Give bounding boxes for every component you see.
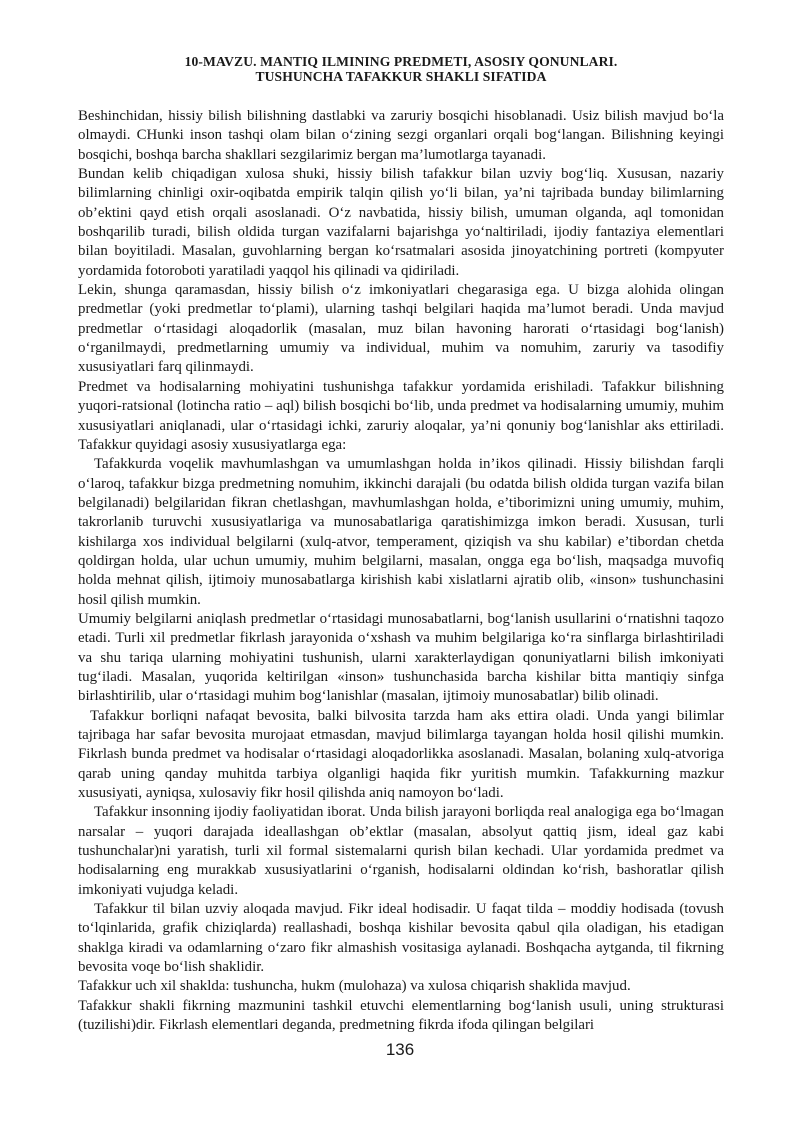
paragraph: Tafakkur insonning ijodiy faoliyatidan iborat. Unda bilish jarayoni borliqda real analogiga ega bo‘lmagan narsalar – yuqori darajada ideallashgan ob’ektlar (masalan, absolyut qattiq jism, ideal gaz kabi tushunchalar)ni yaratish, turli xil formal sistemalarni qurish bilan kechadi. Ular yordamida predmet va hodisalarning eng murakkab xususiyatlarini o‘rganish, hodisalarni oldindan ko‘rish, bashoratlar qilish imkoniyati vujudga keladi. [78,804,724,898]
paragraph: Tafakkurda voqelik mavhumlashgan va umumlashgan holda in’ikos qilinadi. Hissiy bilishdan farqli o‘laroq, tafakkur bizga predmetning nomuhim, ikkinchi darajali (bu odatda bilish oldida turgan vazifa bilan belgilanadi) belgilaridan fikran chetlashgan, mavhumlashgan holda, e’tiborimizni uning umumiy, muhim, takrorlanib turuvchi xususiyatlariga va munosabatlariga qaratishimizga imkon beradi. Xususan, turli kishilarga xos individual belgilarni (xulq-atvor, temperament, qiziqish va shu kabilar) e’tibordan chetda qoldirgan holda, ular uchun umumiy, muhim belgilarni, masalan, ongga ega bo‘lish, maqsadga muvofiq holda mehnat qilish, ijtimoiy munosabatlarga kirishish kabi xislatlarni ajratib olib, «inson» tushunchasini hosil qilish mumkin. [78,456,724,608]
paragraph: Tafakkur borliqni nafaqat bevosita, balki bilvosita tarzda ham aks ettira oladi. Unda yangi bilimlar tajribaga har safar bevosita murojaat etmasdan, mavjud bilimlarga tayangan holda hosil qilishi mumkin. Fikrlash bunda predmet va hodisalar o‘rtasidagi aloqadorlikka asoslanadi. Masalan, bolaning xulq-atvoriga qarab uning qanday muhitda tarbiya olganligi haqida fikr yuritish mumkin. Tafakkurning mazkur xususiyati, ayniqsa, xulosaviy fikr hosil qilishda aniq namoyon bo‘ladi. [78,707,724,802]
paragraph: Tafakkur til bilan uzviy aloqada mavjud. Fikr ideal hodisadir. U faqat tilda – moddiy hodisada (tovush to‘lqinlarida, grafik chiziqlarda) reallashadi, boshqa kishilar bevosita qabul qila oladigan, his etadigan shaklga kiradi va odamlarning o‘zaro fikr almashish vositasiga aylanadi. Boshqacha aytganda, til fikrning bevosita voqe bo‘lish shaklidir. [78,901,724,976]
paragraph: Lekin, shunga qaramasdan, hissiy bilish o‘z imkoniyatlari chegarasiga ega. U bizga alohida olingan predmetlar (yoki predmetlar to‘plami), ularning tashqi belgilari haqida ma’lumot beradi. Unda mavjud predmetlar o‘rtasidagi aloqadorlik (masalan, muz bilan havoning harorati o‘rtasidagi bog‘lanish) o‘rganilmaydi, predmetlarning umumiy va individual, muhim va nomuhim, zaruriy va tasodifiy xususiyatlari farq qilinmaydi. [78,282,724,376]
page-title [78,54,724,84]
paragraph: Tafakkur uch xil shaklda: tushuncha, hukm (mulohaza) va xulosa chiqarish shaklida mavjud. [78,978,631,995]
paragraph: Beshinchidan, hissiy bilish bilishning dastlabki va zaruriy bosqichi hisoblanadi. Usiz bilish mavjud bo‘la olmaydi. CHunki inson tashqi olam bilan o‘zining sezgi organlari orqali bog‘langan. Bilishning keyingi bosqichi, boshqa barcha shakllari sezgilarimiz bergan ma’lumotlarga tayanadi. [78,108,724,163]
paragraph: Tafakkur shakli fikrning mazmunini tashkil etuvchi elementlarning bog‘lanish usuli, uning strukturasi (tuzilishi)dir. Fikrlash elementlari deganda, predmetning fikrda ifoda qilingan belgilari [78,997,724,1034]
paragraph: Predmet va hodisalarning mohiyatini tushunishga tafakkur yordamida erishiladi. Tafakkur bilishning yuqori-ratsional (lotincha ratio – aql) bilish bosqichi bo‘lib, unda predmet va hodisalarning umumiy, muhim xususiyatlari aniqlanadi, ular o‘rtasidagi ichki, zaruriy aloqalar, ya’ni qonuniy bog‘lanishlar aks ettiriladi. Tafakkur quyidagi asosiy xususiyatlarga ega: [78,378,724,453]
body-text [78,107,724,1036]
paragraph: Bundan kelib chiqadigan xulosa shuki, hissiy bilish tafakkur bilan uzviy bog‘liq. Xususan, nazariy bilimlarning chinligi oxir-oqibatda empirik talqin qilish yo‘li bilan, ya’ni tajribada bunday bilimlarning ob’ektini qayd etish orqali asoslanadi. O‘z navbatida, hissiy bilish, umuman olganda, aql tomonidan boshqarilib turadi, bilish oldida turgan vazifalarni bajarishga yo‘naltiriladi, ijodiy fantaziya elementlari bilan boyitiladi. Masalan, guvohlarning bergan ko‘rsatmalari asosida jinoyatchining portreti (kompyuter yordamida fotoroboti yaratiladi yaqqol his qilinadi va qidiriladi. [78,166,724,279]
title-line-2: TUSHUNCHA TAFAKKUR SHAKLI SIFATIDA [255,69,547,84]
paragraph: Umumiy belgilarni aniqlash predmetlar o‘rtasidagi munosabatlarni, bog‘lanish usullarini o‘rnatishni taqozo etadi. Turli xil predmetlar fikrlash jarayonida o‘xshash va muhim belgilariga ko‘ra sinflarga birlashtiriladi va shu tariqa ularning mohiyatini tushunish, ularni xarakterlaydigan qonuniyatlarni bilish imkoniyati tug‘iladi. Masalan, yuqorida keltirilgan «inson» tushunchasida barcha kishilar bitta mantiqiy sinfga birlashtirilib, ular o‘rtasidagi muhim bog‘lanishlar (masalan, ijtimoiy munosabatlar) bilib olinadi. [78,610,724,705]
page-number: 136 [385,1040,415,1059]
title-line-1: 10-MAVZU. MANTIQ ILMINING PREDMETI, ASOSIY QONUNLARI. [184,54,618,69]
